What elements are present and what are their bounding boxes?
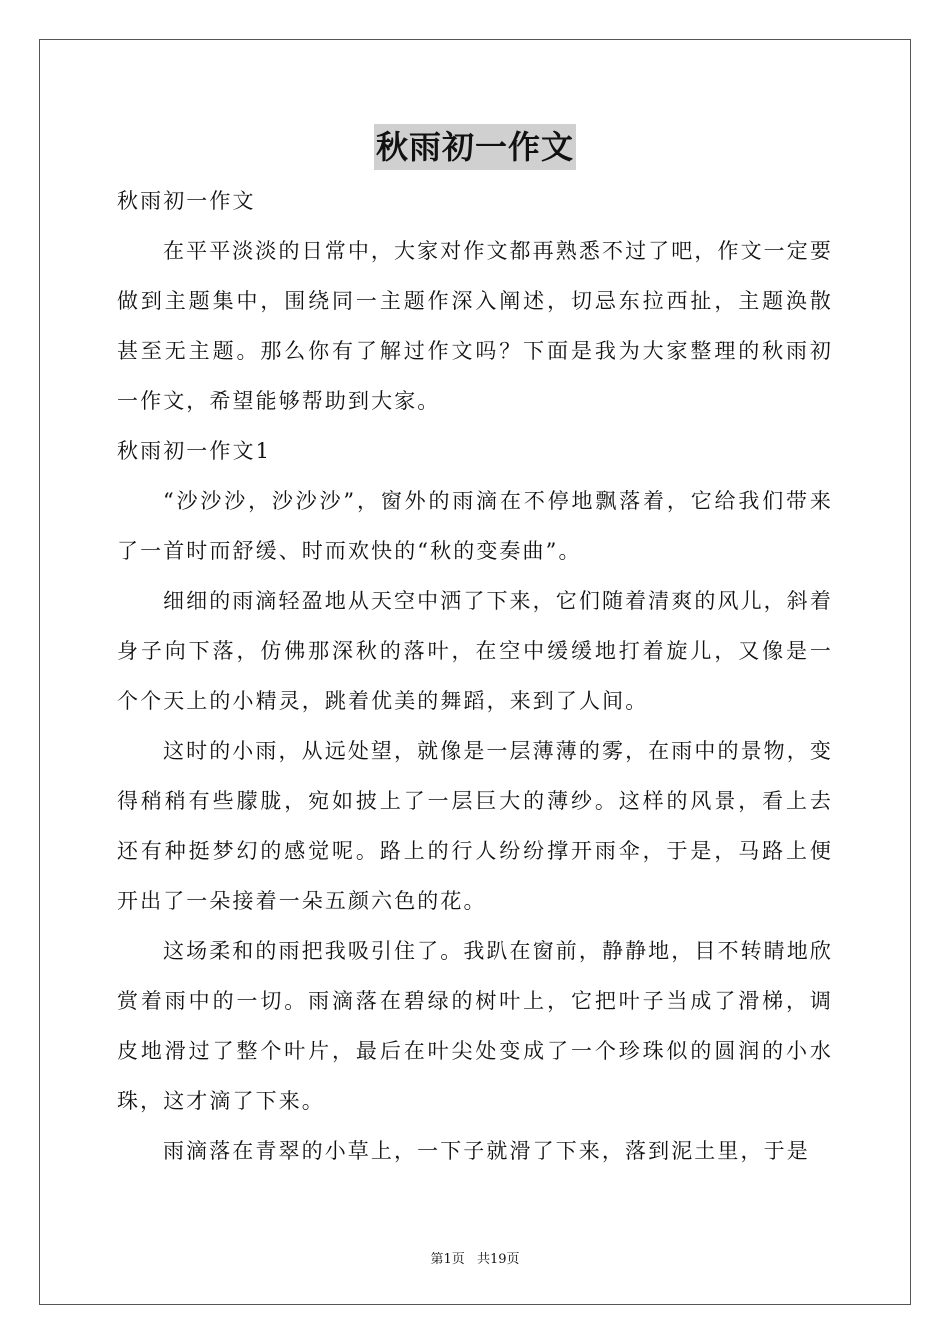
page-footer	[0, 1248, 950, 1267]
document-body	[117, 176, 833, 1176]
body-paragraph-3: 这时的小雨，从远处望，就像是一层薄薄的雾，在雨中的景物，变得稍稍有些朦胧，宛如披上了一层巨大的薄纱。这样的风景，看上去还有种挺梦幻的感觉呢。路上的行人纷纷撑开雨伞，于是，马路上便开出了一朵接着一朵五颜六色的花。	[117, 739, 833, 913]
intro-paragraph: 在平平淡淡的日常中，大家对作文都再熟悉不过了吧，作文一定要做到主题集中，围绕同一主题作深入阐述，切忌东拉西扯，主题涣散甚至无主题。那么你有了解过作文吗？下面是我为大家整理的秋雨初一作文，希望能够帮助到大家。	[117, 239, 833, 413]
body-paragraph-1: “沙沙沙，沙沙沙”，窗外的雨滴在不停地飘落着，它给我们带来了一首时而舒缓、时而欢快的“秋的变奏曲”。	[117, 489, 833, 563]
page-total: 共19页	[476, 1252, 520, 1267]
body-paragraph-2: 细细的雨滴轻盈地从天空中洒了下来，它们随着清爽的风儿，斜着身子向下落，仿佛那深秋的落叶，在空中缓缓地打着旋儿，又像是一个个天上的小精灵，跳着优美的舞蹈，来到了人间。	[117, 589, 833, 713]
section-heading: 秋雨初一作文1	[117, 439, 272, 463]
body-paragraph-5: 雨滴落在青翠的小草上，一下子就滑了下来，落到泥土里，于是	[163, 1139, 810, 1163]
title-container	[0, 124, 950, 170]
page-number: 第1页	[430, 1252, 465, 1267]
document-subtitle: 秋雨初一作文	[117, 189, 256, 213]
body-paragraph-4: 这场柔和的雨把我吸引住了。我趴在窗前，静静地，目不转睛地欣赏着雨中的一切。雨滴落在碧绿的树叶上，它把叶子当成了滑梯，调皮地滑过了整个叶片，最后在叶尖处变成了一个珍珠似的圆润的小水珠，这才滴了下来。	[117, 939, 833, 1113]
document-title: 秋雨初一作文	[374, 124, 576, 170]
